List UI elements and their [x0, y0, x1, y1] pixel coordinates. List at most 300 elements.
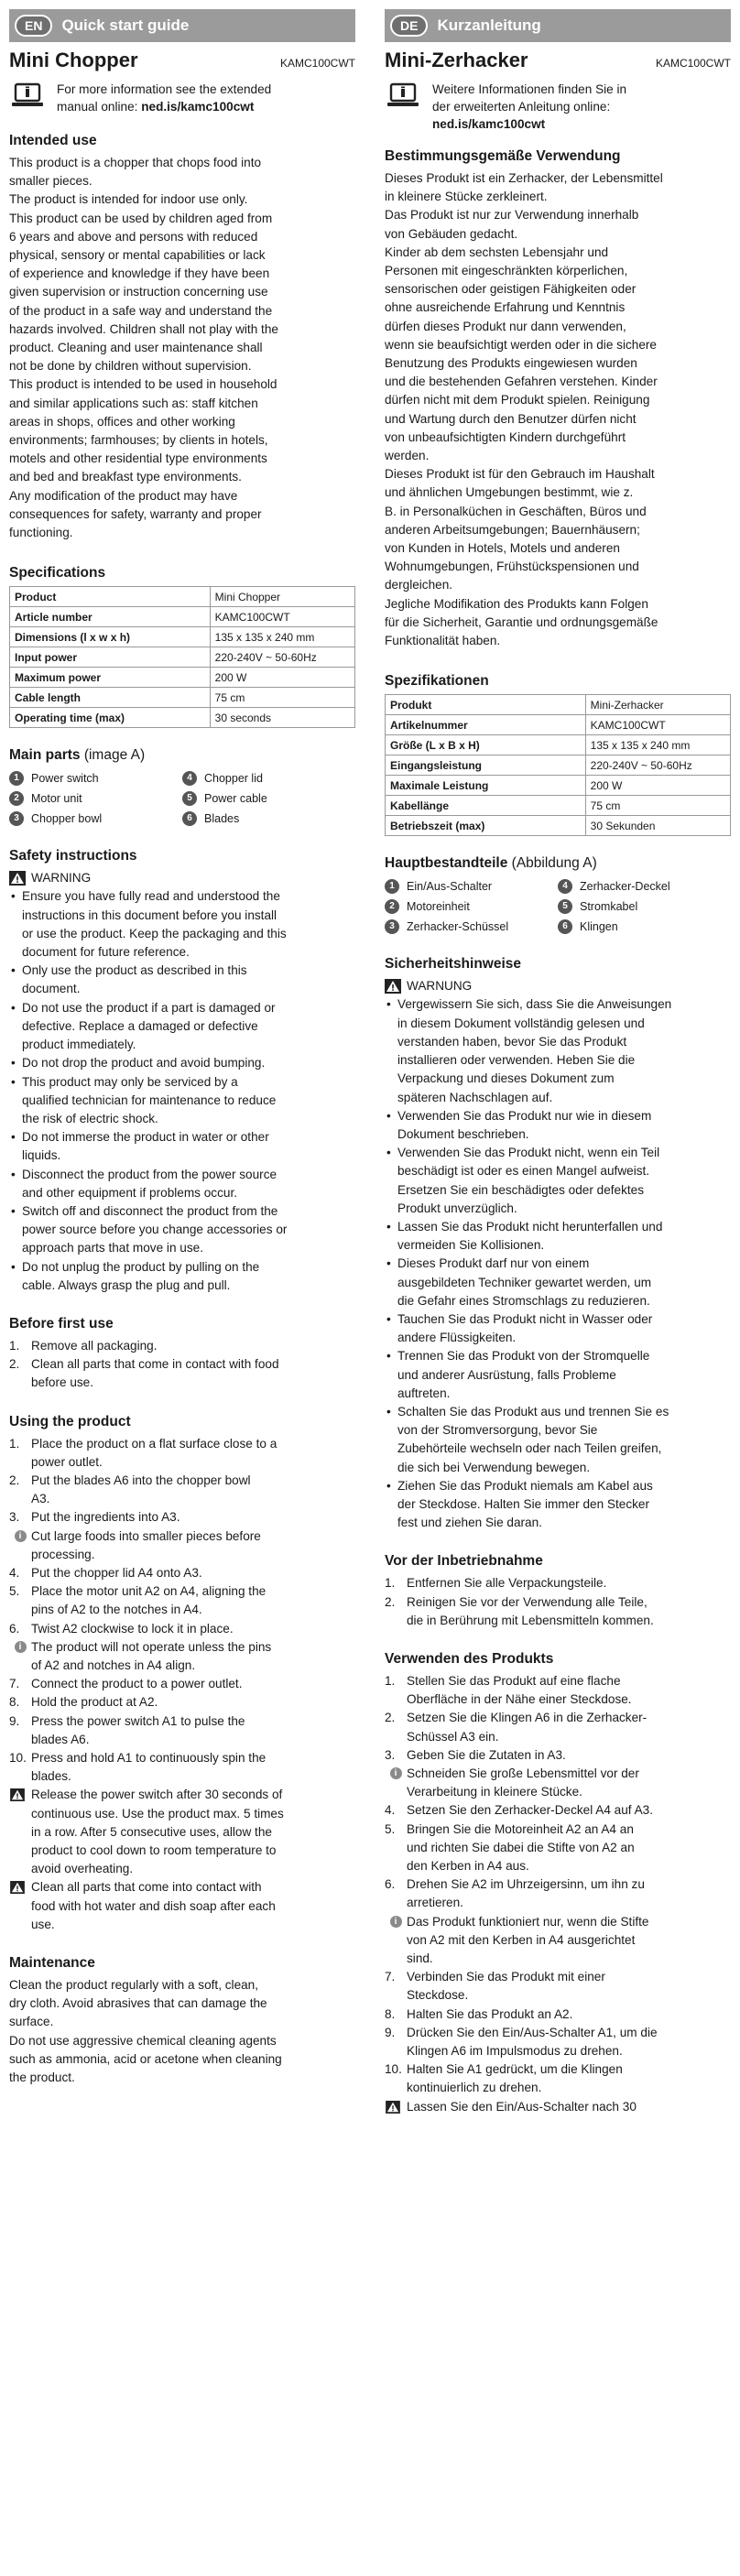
text-line: the product. [9, 2071, 75, 2085]
part-label: Motoreinheit [407, 900, 470, 914]
step-text [407, 1574, 606, 1592]
text-line: approach parts that move in use. [22, 1241, 203, 1255]
step-text [31, 1620, 234, 1638]
step-item [9, 1472, 355, 1508]
step-text [407, 1765, 639, 1801]
step-number: 1. [9, 1338, 20, 1353]
step-number: 3. [9, 1510, 20, 1525]
header-title-de: Kurzanleitung [437, 16, 541, 34]
step-item [385, 2060, 731, 2097]
text-line: Cut large foods into smaller pieces before [31, 1528, 261, 1543]
step-text [31, 1527, 261, 1564]
text-line: and similar applications such as: staff kitchen [9, 396, 258, 410]
text-line: von Kunden in Hotels, Motels und anderen [385, 541, 620, 556]
step-number: 6. [9, 1621, 20, 1636]
text-line: Klingen A6 im Impulsmodus zu drehen. [407, 2044, 623, 2059]
text-line: Lassen Sie den Ein/Aus-Schalter nach 30 [407, 2099, 637, 2114]
text-line: environments; farmhouses; by clients in hotels, [9, 433, 268, 448]
step-text [407, 1801, 653, 1820]
step-text [31, 1337, 158, 1355]
info-icon: i [385, 1913, 407, 1969]
text-line: andere Flüssigkeiten. [397, 1331, 517, 1345]
text-line: • Do not unplug the product by pulling on the [22, 1259, 260, 1274]
spec-row [386, 776, 731, 796]
english-column [9, 9, 355, 2576]
part-number-badge: 6 [558, 919, 572, 934]
text-line: in diesem Dokument vollständig gelesen und [397, 1016, 645, 1030]
text-line: • Verwenden Sie das Produkt nicht, wenn ein Teil [397, 1146, 660, 1160]
safety-item [9, 999, 355, 1055]
text-line: ohne ausreichende Erfahrung und Kenntnis [385, 300, 626, 315]
step-text [407, 2024, 658, 2060]
part-label: Chopper bowl [31, 812, 103, 826]
section-title-specifications-de: Spezifikationen [385, 673, 489, 690]
text-line: Dieses Produkt ist für den Gebrauch im Haushalt [385, 467, 655, 482]
part-label: Ein/Aus-Schalter [407, 880, 493, 894]
section-title-maintenance-en: Maintenance [9, 1955, 95, 1972]
spec-key: Eingangsleistung [386, 755, 586, 776]
step-item [385, 1968, 731, 2005]
spec-row [10, 627, 355, 647]
step-item [9, 1693, 355, 1712]
online-manual-note-de [385, 81, 731, 133]
safety-item [385, 1218, 731, 1255]
step-number: 3. [385, 1747, 396, 1762]
part-item [9, 788, 182, 809]
step-text [31, 1355, 279, 1392]
text-line: • Verwenden Sie das Produkt nur wie in diesem [397, 1108, 652, 1123]
spec-key: Betriebszeit (max) [386, 816, 586, 836]
text-line: hazards involved. Children shall not play with the [9, 321, 278, 336]
section-title-intended-use-de: Bestimmungsgemäße Verwendung [385, 148, 621, 164]
text-line: Halten Sie das Produkt an A2. [407, 2006, 573, 2021]
spec-value: 75 cm [585, 796, 730, 816]
step-text [407, 1746, 566, 1765]
spec-row [10, 708, 355, 728]
spec-row [386, 796, 731, 816]
text-line: • Disconnect the product from the power source [22, 1167, 278, 1181]
part-number-badge: 3 [9, 811, 24, 826]
text-line: Press the power switch A1 to pulse the [31, 1713, 245, 1728]
step-text [31, 1878, 276, 1934]
text-line: in kleinere Stücke zerkleinert. [385, 190, 548, 204]
step-item [9, 1564, 355, 1582]
section-title-safety-en: Safety instructions [9, 848, 137, 864]
warning-label: WARNING [31, 871, 92, 886]
text-line: Das Produkt funktioniert nur, wenn die Stifte [407, 1914, 649, 1929]
text-line: and other equipment if problems occur. [22, 1185, 238, 1200]
step-text [31, 1472, 251, 1508]
text-line: liquids. [22, 1148, 61, 1163]
step-text [407, 1968, 605, 2005]
text-line: installieren oder verwenden. Heben Sie die [397, 1053, 636, 1068]
spec-key: Dimensions (l x w x h) [10, 627, 211, 647]
warning-triangle-icon [385, 979, 401, 994]
warning-heading-de [385, 977, 731, 995]
text-line: • Tauchen Sie das Produkt nicht in Wasser oder [397, 1311, 653, 1326]
step-text [31, 1712, 245, 1749]
safety-item [385, 1403, 731, 1477]
text-line: kontinuierlich zu drehen. [407, 2081, 542, 2095]
step-text [31, 1564, 202, 1582]
text-line: Clean all parts that come into contact with [31, 1880, 262, 1895]
spec-value: KAMC100CWT [210, 607, 354, 627]
step-text [31, 1786, 284, 1878]
step-text [407, 2060, 623, 2097]
manual-url-link-de[interactable]: ned.is/kamc100cwt [432, 117, 546, 131]
section-title-specifications-en: Specifications [9, 565, 106, 582]
text-line: food with hot water and dish soap after each [31, 1898, 276, 1913]
online-manual-note-en [9, 81, 355, 115]
section-title-before-first-use-en: Before first use [9, 1315, 114, 1331]
warning-label: WARNUNG [407, 979, 473, 994]
step-item [9, 1749, 355, 1786]
text-line: Setzen Sie den Zerhacker-Deckel A4 auf A3. [407, 1803, 654, 1818]
info-icon: i [9, 1527, 31, 1564]
text-line: Oberfläche in der Nähe einer Steckdose. [407, 1692, 632, 1707]
spec-value: 200 W [210, 668, 354, 688]
section-title-main-parts-de: Hauptbestandteile (Abbildung A) [385, 855, 597, 872]
spec-row [386, 755, 731, 776]
text-line: Reinigen Sie vor der Verwendung alle Teile, [407, 1594, 648, 1609]
manual-line: Weitere Informationen finden Sie in [432, 82, 627, 96]
info-note [385, 1913, 731, 1969]
text-line: given supervision or instruction concerning use [9, 285, 268, 299]
part-number-badge: 1 [9, 771, 24, 786]
text-line: This product is a chopper that chops food into [9, 156, 262, 169]
part-label: Stromkabel [580, 900, 638, 914]
safety-item [385, 995, 731, 1106]
intended-use-text-de [385, 169, 731, 650]
safety-item [9, 1054, 355, 1072]
section-title-using-product-de: Verwenden des Produkts [385, 1650, 554, 1667]
step-text [407, 1913, 648, 1969]
text-line: • Lassen Sie das Produkt nicht herunterfallen und [397, 1219, 663, 1234]
text-line: Connect the product to a power outlet. [31, 1677, 243, 1691]
text-line: consequences for safety, warranty and proper [9, 506, 262, 521]
step-text [31, 1638, 271, 1675]
spec-row [10, 607, 355, 627]
part-item [385, 917, 558, 937]
safety-list-en [9, 887, 355, 1294]
step-number: 1. [385, 1576, 396, 1591]
text-line: avoid overheating. [31, 1862, 134, 1876]
step-text [407, 1821, 635, 1876]
step-text [31, 1675, 242, 1693]
spec-value: 30 seconds [210, 708, 354, 728]
text-line: beschädigt ist oder es einen Mangel aufweist. [397, 1164, 650, 1179]
text-line: die Gefahr eines Stromschlags zu reduzieren. [397, 1293, 650, 1308]
text-line: anderen Arbeitsumgebungen; Bauernhäusern; [385, 522, 640, 537]
step-number: 1. [9, 1436, 20, 1451]
part-item [558, 917, 731, 937]
part-number-badge: 2 [9, 791, 24, 806]
info-note [385, 1765, 731, 1801]
step-text [407, 2098, 637, 2116]
text-line: A3. [31, 1492, 50, 1506]
text-line: dry cloth. Avoid abrasives that can damage the [9, 1996, 267, 2011]
step-item [385, 1875, 731, 1912]
text-line: Clean the product regularly with a soft, clean, [9, 1978, 259, 1993]
part-label: Blades [204, 812, 240, 826]
text-line: und Wartung durch den Benutzer dürfen nicht [385, 411, 637, 426]
text-line: areas in shops, offices and other working [9, 414, 235, 429]
text-line: der Steckdose. Halten Sie immer den Stecker [397, 1496, 650, 1511]
step-item [9, 1355, 355, 1392]
text-line: arretieren. [407, 1896, 463, 1910]
spec-value: 75 cm [210, 688, 354, 708]
warning-triangle-icon [9, 1878, 31, 1934]
spec-value: Mini Chopper [210, 587, 354, 607]
part-item [558, 876, 731, 897]
text-line: und ähnlichen Umgebungen bestimmt, wie z. [385, 485, 634, 500]
text-line: Bringen Sie die Motoreinheit A2 an A4 an [407, 1821, 634, 1836]
text-line: von Gebäuden gedacht. [385, 226, 518, 241]
text-line: document for future reference. [22, 945, 190, 960]
main-parts-list-en [9, 768, 355, 829]
model-code-en: KAMC100CWT [279, 57, 355, 70]
part-number-badge: 4 [182, 771, 197, 786]
safety-item [9, 887, 355, 962]
part-number-badge: 3 [385, 919, 399, 934]
step-number: 2. [385, 1711, 396, 1725]
section-title-before-first-use-de: Vor der Inbetriebnahme [385, 1553, 543, 1570]
info-note [9, 1638, 355, 1675]
part-label: Zerhacker-Deckel [580, 880, 670, 894]
step-item [9, 1435, 355, 1472]
step-number: 5. [9, 1584, 20, 1599]
using-product-steps-en [9, 1435, 355, 1934]
text-line: vermeiden Sie Kollisionen. [397, 1238, 545, 1253]
text-line: such as ammonia, acid or acetone when cleaning [9, 2051, 282, 2066]
info-note [9, 1527, 355, 1564]
header-bar-de [385, 9, 731, 42]
text-line: Verarbeitung in kleinere Stücke. [407, 1785, 582, 1799]
title-row-de [385, 48, 731, 73]
spec-key: Größe (L x B x H) [386, 735, 586, 755]
step-item [385, 1709, 731, 1745]
using-product-steps-de [385, 1672, 731, 2116]
text-line: or use the product. Keep the packaging and this [22, 926, 287, 940]
text-line: Place the motor unit A2 on A4, aligning the [31, 1584, 267, 1599]
spec-row [10, 668, 355, 688]
safety-item [385, 1347, 731, 1403]
step-item [9, 1337, 355, 1355]
text-line: auftreten. [397, 1386, 451, 1400]
text-line: • Vergewissern Sie sich, dass Sie die Anweisungen [397, 997, 672, 1012]
text-line: in a row. After 5 consecutive uses, allow the [31, 1824, 272, 1839]
manual-line: manual online: [57, 100, 138, 114]
step-item [385, 1821, 731, 1876]
part-number-badge: 6 [182, 811, 197, 826]
step-item [385, 2005, 731, 2024]
text-line: product to cool down to room temperature to [31, 1843, 277, 1858]
header-bar-en [9, 9, 355, 42]
step-number: 10. [9, 1751, 27, 1765]
step-item [9, 1712, 355, 1749]
text-line: pins of A2 to the notches in A4. [31, 1603, 202, 1617]
warning-triangle-icon [385, 2098, 407, 2116]
text-line: processing. [31, 1547, 95, 1561]
text-line: Dokument beschrieben. [397, 1126, 529, 1141]
step-item [9, 1508, 355, 1527]
spec-value: 220-240V ~ 50-60Hz [210, 647, 354, 668]
text-line: power outlet. [31, 1454, 103, 1469]
product-title-de: Mini-Zerhacker [385, 49, 528, 71]
part-item [385, 876, 558, 897]
text-line: instructions in this document before you install [22, 908, 278, 922]
text-line: continuous use. Use the product max. 5 times [31, 1806, 284, 1821]
spec-value: 220-240V ~ 50-60Hz [585, 755, 730, 776]
step-text [407, 1709, 647, 1745]
spec-row [386, 695, 731, 715]
warning-triangle-icon [9, 871, 26, 886]
text-line: und richten Sie dabei die Stifte von A2 an [407, 1840, 635, 1854]
text-line: Dieses Produkt ist ein Zerhacker, der Lebensmittel [385, 171, 663, 185]
text-line: This product can be used by children aged from [9, 211, 273, 225]
step-item [9, 1582, 355, 1619]
safety-item [9, 1202, 355, 1258]
maintenance-text-en [9, 1976, 355, 2087]
intended-use-text-en [9, 154, 355, 542]
step-text [407, 2005, 572, 2024]
step-item [385, 1672, 731, 1709]
text-line: Do not use aggressive chemical cleaning agents [9, 2033, 277, 2048]
text-line: späteren Nachschlagen auf. [397, 1090, 553, 1104]
text-line: verstanden haben, bevor Sie das Produkt [397, 1034, 627, 1049]
text-line: document. [22, 982, 81, 996]
section-title-using-product-en: Using the product [9, 1413, 131, 1429]
text-line: motels and other residential type environments [9, 451, 267, 466]
text-line: functioning. [9, 526, 73, 540]
warning-note [9, 1878, 355, 1934]
text-line: not be done by children without supervision. [9, 359, 252, 374]
text-line: blades. [31, 1769, 71, 1784]
manual-url-link-en[interactable]: ned.is/kamc100cwt [141, 100, 255, 114]
text-line: • Schalten Sie das Produkt aus und trennen Sie es [397, 1404, 669, 1418]
text-line: sensorischen oder geistigen Fähigkeiten oder [385, 282, 637, 297]
safety-item [385, 1107, 731, 1144]
step-number: 5. [385, 1821, 396, 1836]
language-badge-de: DE [390, 15, 428, 37]
text-line: power source before you change accessories or [22, 1223, 288, 1237]
text-line: of A2 and notches in A4 align. [31, 1658, 196, 1672]
part-number-badge: 4 [558, 879, 572, 894]
text-line: Zubehörteile wechseln oder nach Teilen greifen, [397, 1441, 662, 1456]
part-label: Zerhacker-Schüssel [407, 920, 509, 934]
before-first-use-steps-en [9, 1337, 355, 1393]
title-row-en [9, 48, 355, 73]
text-line: blades A6. [31, 1732, 90, 1746]
part-item [182, 788, 355, 809]
text-line: use. [31, 1917, 55, 1931]
step-text [407, 1875, 645, 1912]
safety-item [385, 1477, 731, 1533]
safety-item [9, 1166, 355, 1202]
part-label: Chopper lid [204, 772, 263, 786]
safety-item [9, 1073, 355, 1129]
text-line: The product will not operate unless the pins [31, 1639, 272, 1654]
step-number: 9. [385, 2025, 396, 2039]
part-label: Power cable [204, 792, 267, 806]
header-title-en: Quick start guide [61, 16, 190, 34]
text-line: von der Stromversorgung, bevor Sie [397, 1423, 598, 1438]
german-column [385, 9, 731, 2576]
text-line: • Dieses Produkt darf nur von einem [397, 1256, 590, 1271]
part-item [385, 897, 558, 917]
laptop-icon [386, 82, 419, 110]
text-line: Schneiden Sie große Lebensmittel vor der [407, 1766, 639, 1780]
text-line: Put the blades A6 into the chopper bowl [31, 1473, 251, 1487]
part-label: Klingen [580, 920, 618, 934]
text-line: before use. [31, 1375, 94, 1390]
text-line: Jegliche Modifikation des Produkts kann Folgen [385, 596, 648, 611]
spec-row [386, 715, 731, 735]
text-line: Verbinden Sie das Produkt mit einer [407, 1970, 605, 1984]
spec-value: 200 W [585, 776, 730, 796]
warning-heading-en [9, 869, 355, 887]
step-item [9, 1620, 355, 1638]
step-item [9, 1675, 355, 1693]
part-number-badge: 1 [385, 879, 399, 894]
text-line: Ersetzen Sie ein beschädigtes oder defektes [397, 1182, 645, 1197]
safety-item [385, 1255, 731, 1310]
text-line: Steckdose. [407, 1988, 469, 2003]
product-title-en: Mini Chopper [9, 49, 138, 71]
text-line: dürfen nicht mit dem Produkt spielen. Reinigung [385, 393, 650, 408]
warning-note [9, 1786, 355, 1878]
text-line: Benutzung des Produkts eingewiesen wurden [385, 356, 637, 371]
text-line: qualified technician for maintenance to reduce [22, 1092, 277, 1107]
text-line: und die bestehenden Gefahren verstehen. Kinder [385, 375, 658, 389]
text-line: smaller pieces. [9, 174, 92, 189]
spec-value: 135 x 135 x 240 mm [210, 627, 354, 647]
safety-item [385, 1144, 731, 1218]
safety-list-de [385, 995, 731, 1532]
text-line: Release the power switch after 30 seconds of [31, 1788, 283, 1802]
step-text [31, 1749, 266, 1786]
text-line: Drücken Sie den Ein/Aus-Schalter A1, um die [407, 2025, 658, 2039]
text-line: This product is intended to be used in household [9, 377, 278, 392]
specifications-table-en [9, 586, 355, 728]
text-line: Hold the product at A2. [31, 1695, 158, 1710]
step-number: 1. [385, 1673, 396, 1688]
safety-item [9, 1128, 355, 1165]
text-line: • Trennen Sie das Produkt von der Stromquelle [397, 1349, 650, 1364]
info-icon: i [9, 1638, 31, 1675]
text-line: Das Produkt ist nur zur Verwendung innerhalb [385, 208, 639, 223]
step-number: 4. [385, 1803, 396, 1818]
model-code-de: KAMC100CWT [655, 57, 731, 70]
text-line: • Ziehen Sie das Produkt niemals am Kabel aus [397, 1478, 653, 1493]
specifications-table-de [385, 694, 731, 836]
safety-item [385, 1310, 731, 1347]
section-title-main-parts-en: Main parts (image A) [9, 747, 146, 764]
safety-item [9, 1258, 355, 1295]
step-number: 9. [9, 1713, 20, 1728]
text-line: cable. Always grasp the plug and pull. [22, 1277, 231, 1292]
spec-row [386, 816, 731, 836]
spec-key: Cable length [10, 688, 211, 708]
text-line: of the product in a safe way and understand the [9, 303, 273, 318]
spec-key: Article number [10, 607, 211, 627]
text-line: von unbeaufsichtigten Kindern durchgeführt [385, 429, 626, 444]
text-line: dergleichen. [385, 578, 453, 592]
text-line: Verpackung und dieses Dokument zum [397, 1071, 615, 1086]
text-line: • Do not drop the product and avoid bumping. [22, 1056, 266, 1071]
spec-row [10, 647, 355, 668]
warning-note [385, 2098, 731, 2116]
